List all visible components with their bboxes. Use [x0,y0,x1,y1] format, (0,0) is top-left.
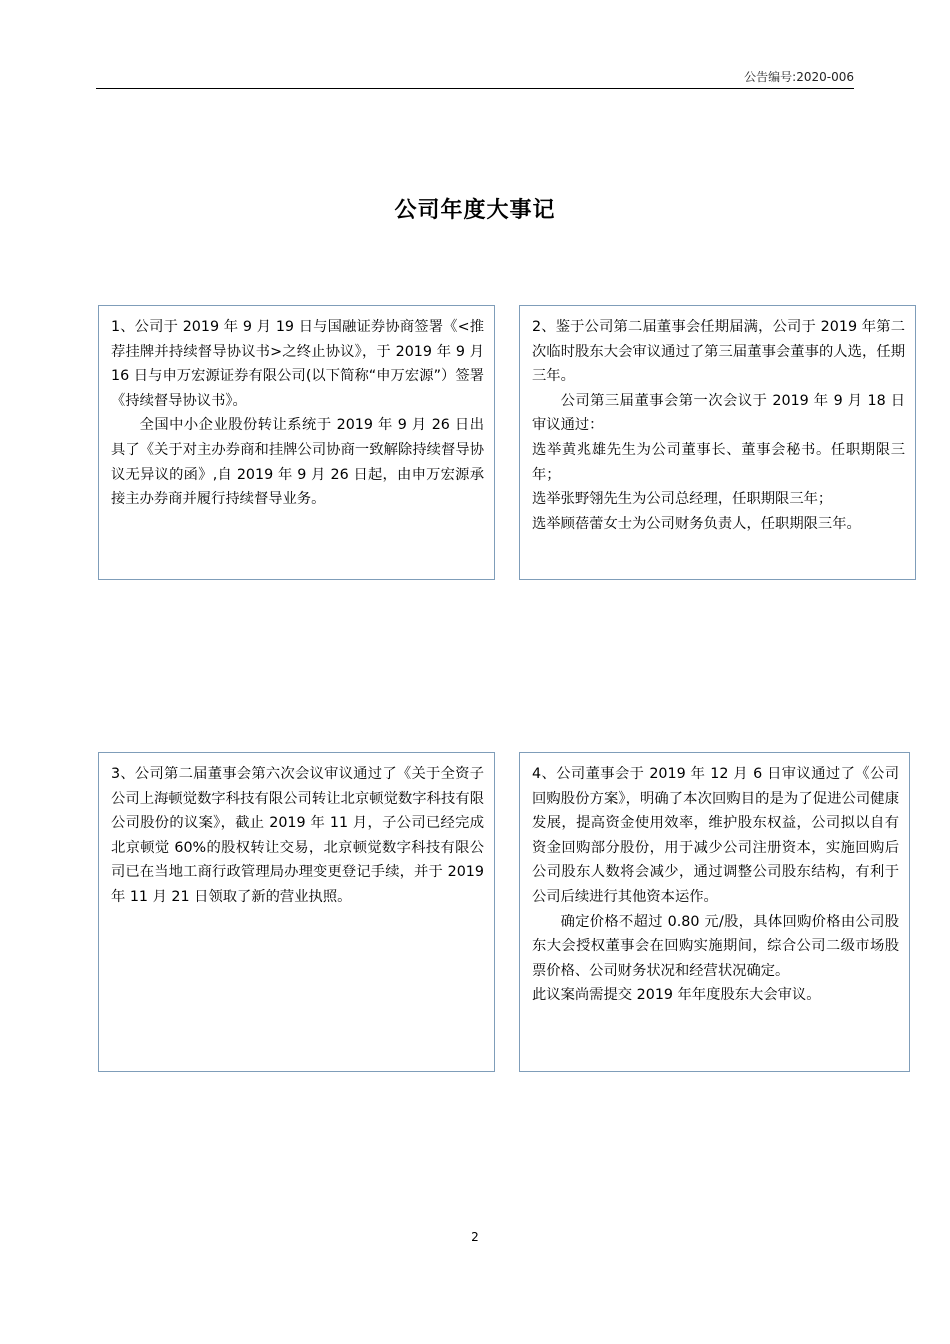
event-3-paragraph-1: 3、公司第二届董事会第六次会议审议通过了《关于全资子公司上海顿觉数字科技有限公司转让北京顿觉数字科技有限公司股份的议案》，截止 2019 年 11 月，子公司已经完成北京顿觉 60%的股权转让交易，北京顿觉数字科技有限公司已在当地工商行政管理局办理变更登记手续，并于 2019 年 11 月 21 日领取了新的营业执照。 [111,766,484,905]
event-2-paragraph-2: 公司第三届董事会第一次会议于 2019 年 9 月 18 日审议通过： [532,392,905,434]
page-number: 2 [471,1230,479,1244]
event-4-paragraph-3: 此议案尚需提交 2019 年年度股东大会审议。 [532,987,821,1004]
event-box-2 [519,305,916,580]
event-2-paragraph-1: 2、鉴于公司第二届董事会任期届满，公司于 2019 年第二次临时股东大会审议通过了第三届董事会董事的人选，任期三年。 [532,319,905,385]
event-box-3 [98,752,495,1072]
event-2-paragraph-5: 选举顾蓓蕾女士为公司财务负责人，任职期限三年。 [532,515,861,532]
event-4-paragraph-1: 4、公司董事会于 2019 年 12 月 6 日审议通过了《公司回购股份方案》，明确了本次回购目的是为了促进公司健康发展，提高资金使用效率，维护股东权益，公司拟以自有资金回购部分股份，用于减少公司注册资本，实施回购后公司股东人数将会减少，通过调整公司股东结构，有利于公司后续进行其他资本运作。 [532,766,899,905]
event-box-4 [519,752,910,1072]
announcement-code: 公告编号:2020-006 [744,70,854,84]
event-1-paragraph-1: 1、公司于 2019 年 9 月 19 日与国融证券协商签署《<推荐挂牌并持续督导协议书>之终止协议》，于 2019 年 9 月 16 日与申万宏源证券有限公司(以下简称“申万宏源”）签署《持续督导协议书》。 [111,319,484,409]
event-4-paragraph-2: 确定价格不超过 0.80 元/股，具体回购价格由公司股东大会授权董事会在回购实施期间，综合公司二级市场股票价格、公司财务状况和经营状况确定。 [532,913,899,979]
page-title: 公司年度大事记 [394,198,556,223]
event-1-paragraph-2: 全国中小企业股份转让系统于 2019 年 9 月 26 日出具了《关于对主办券商和挂牌公司协商一致解除持续督导协议无异议的函》,自 2019 年 9 月 26 日起，由申万宏源承接主办券商并履行持续督导业务。 [111,417,484,508]
event-box-1 [98,305,495,580]
event-2-paragraph-4: 选举张野翎先生为公司总经理，任职期限三年； [532,491,833,508]
header-divider [96,88,854,89]
event-2-paragraph-3: 选举黄兆雄先生为公司董事长、董事会秘书。任职期限三年； [532,441,905,483]
